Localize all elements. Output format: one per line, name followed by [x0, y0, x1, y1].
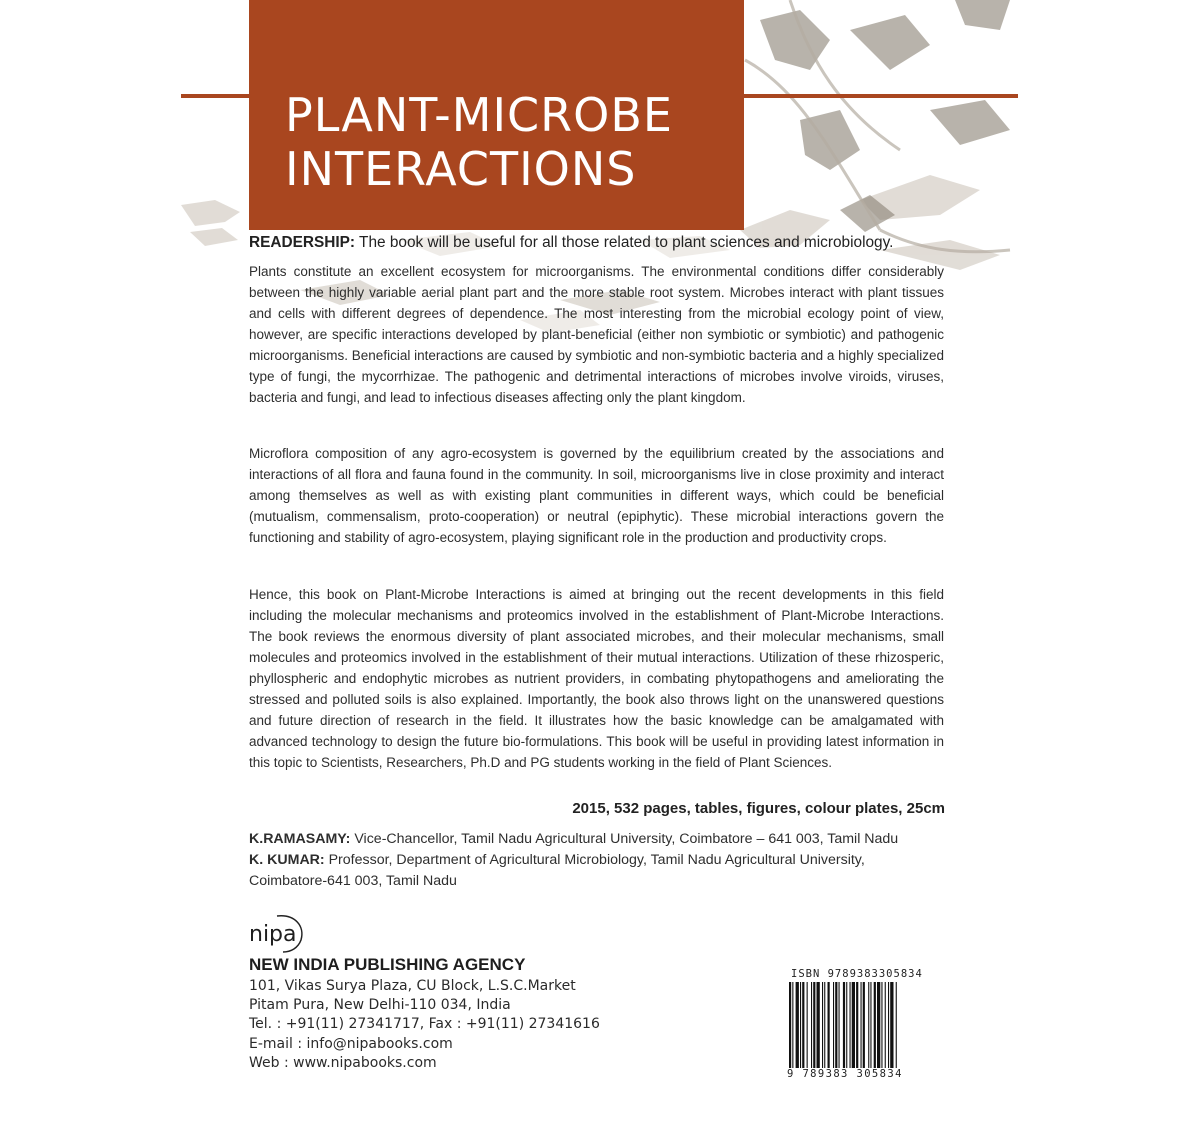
- barcode-bar: [877, 982, 880, 1068]
- barcode-bar: [843, 982, 845, 1068]
- publisher-address-1: 101, Vikas Surya Plaza, CU Block, L.S.C.Market: [249, 978, 576, 994]
- barcode-bar: [822, 982, 823, 1068]
- description-paragraph-3: Hence, this book on Plant-Microbe Interactions is aimed at bringing out the recent developments in this field including the molecular mechanisms and proteomics involved in the establishment of Plant-Microbe Interactions. The book reviews the enormous diversity of plant associated microbes, and their molecular mechanisms, small molecules and proteomics involved in the establishment of their mutual interactions. Utilization of these rhizosperic, phyllospheric and endophytic microbes as nutrient providers, in combating phytopathogens and ameliorating the stressed and polluted soils is also explained. Importantly, the book also throws light on the unanswered questions and future direction of research in the field. It illustrates how the basic knowledge can be amalgamated with advanced technology to design the future bio-formulations. This book will be useful in providing latest information in this topic to Scientists, Researchers, Ph.D and PG students working in the field of Plant Sciences.: [249, 587, 944, 770]
- readership-label: READERSHIP:: [249, 234, 356, 251]
- barcode-bar: [896, 982, 897, 1068]
- barcode-bar: [861, 982, 862, 1068]
- barcode-bar: [833, 982, 834, 1068]
- barcode-bar: [839, 982, 840, 1068]
- barcode-bar: [870, 982, 871, 1068]
- barcode-bar: [817, 982, 820, 1068]
- description-paragraph-1: Plants constitute an excellent ecosystem for microorganisms. The environmental conditions differ considerably between the highly variable aerial plant part and the more stable root system. Microbes interact with plant tissues and cells with different degrees of dependence. The most interesting from the microbial ecology point of view, however, are specific interactions developed by plant-beneficial (either non symbiotic or symbiotic) and pathogenic microorganisms. Beneficial interactions are caused by symbiotic and non-symbiotic bacteria and a highly specialized type of fungi, the mycorrhizae. The pathogenic and detrimental interactions of microbes involve viroids, viruses, bacteria and fungi, and lead to infectious diseases affecting only the plant kingdom.: [249, 264, 944, 405]
- barcode-bar: [856, 982, 858, 1068]
- barcode-bar: [796, 982, 799, 1068]
- barcode-bar: [811, 982, 812, 1068]
- title-line-1: PLANT-MICROBE: [285, 88, 673, 142]
- barcode-bar: [846, 982, 847, 1068]
- publisher-email: E-mail : info@nipabooks.com: [249, 1035, 453, 1052]
- barcode-bar: [800, 982, 801, 1068]
- barcode-bar: [890, 982, 893, 1068]
- barcode: [787, 982, 947, 1068]
- book-title: [285, 88, 745, 196]
- barcode-bar: [792, 982, 793, 1068]
- authors: [249, 829, 969, 892]
- barcode-bar: [881, 982, 882, 1068]
- nipa-logo: [247, 912, 305, 954]
- readership: [249, 234, 989, 252]
- barcode-bar: [868, 982, 869, 1068]
- barcode-bar: [863, 982, 865, 1068]
- barcode-bar: [824, 982, 825, 1068]
- author-2-affiliation-line-2: Coimbatore-641 003, Tamil Nadu: [249, 873, 457, 889]
- barcode-bar: [885, 982, 886, 1068]
- author-1-name: K.RAMASAMY:: [249, 831, 351, 847]
- barcode-bar: [874, 982, 876, 1068]
- author-2-affiliation: Professor, Department of Agricultural Microbiology, Tamil Nadu Agricultural University,: [324, 852, 865, 868]
- publisher-address-2: Pitam Pura, New Delhi-110 034, India: [249, 997, 511, 1014]
- barcode-digits: 9 789383 305834: [787, 1068, 903, 1080]
- barcode-bar: [813, 982, 815, 1068]
- isbn-label: ISBN 9789383305834: [791, 968, 923, 980]
- publisher-info: [249, 977, 600, 1073]
- author-2: [249, 850, 969, 871]
- book-specs: 2015, 532 pages, tables, figures, colour plates, 25cm: [572, 800, 945, 817]
- barcode-bar: [835, 982, 837, 1068]
- barcode-bar: [888, 982, 889, 1068]
- author-1: [249, 829, 969, 850]
- barcode-bar: [802, 982, 804, 1068]
- publisher-phone: Tel. : +91(11) 27341717, Fax : +91(11) 27341616: [249, 1016, 600, 1033]
- barcode-bar: [852, 982, 855, 1068]
- readership-text: The book will be useful for all those related to plant sciences and microbiology.: [355, 234, 894, 251]
- author-1-affiliation: Vice-Chancellor, Tamil Nadu Agricultural University, Coimbatore – 641 003, Tamil Nadu: [350, 831, 899, 847]
- title-line-2: INTERACTIONS: [285, 142, 637, 196]
- author-2-name: K. KUMAR:: [249, 852, 325, 868]
- publisher-name: NEW INDIA PUBLISHING AGENCY: [249, 955, 526, 974]
- publisher-web: Web : www.nipabooks.com: [249, 1054, 437, 1071]
- logo-text: nipa: [249, 922, 297, 947]
- barcode-bar: [828, 982, 830, 1068]
- description-paragraph-2: Microflora composition of any agro-ecosystem is governed by the equilibrium created by the associations and interactions of all flora and fauna found in the community. In soil, microorganisms live in close proximity and interact among themselves as well as with existing plant communities in different ways, which could be beneficial (mutualism, commensalism, proto-cooperation) or neutral (epiphytic). These microbial interactions govern the functioning and stability of agro-ecosystem, playing significant role in the production and productivity crops.: [249, 446, 944, 545]
- barcode-bar: [850, 982, 851, 1068]
- barcode-bar: [807, 982, 808, 1068]
- barcode-bar: [789, 982, 791, 1068]
